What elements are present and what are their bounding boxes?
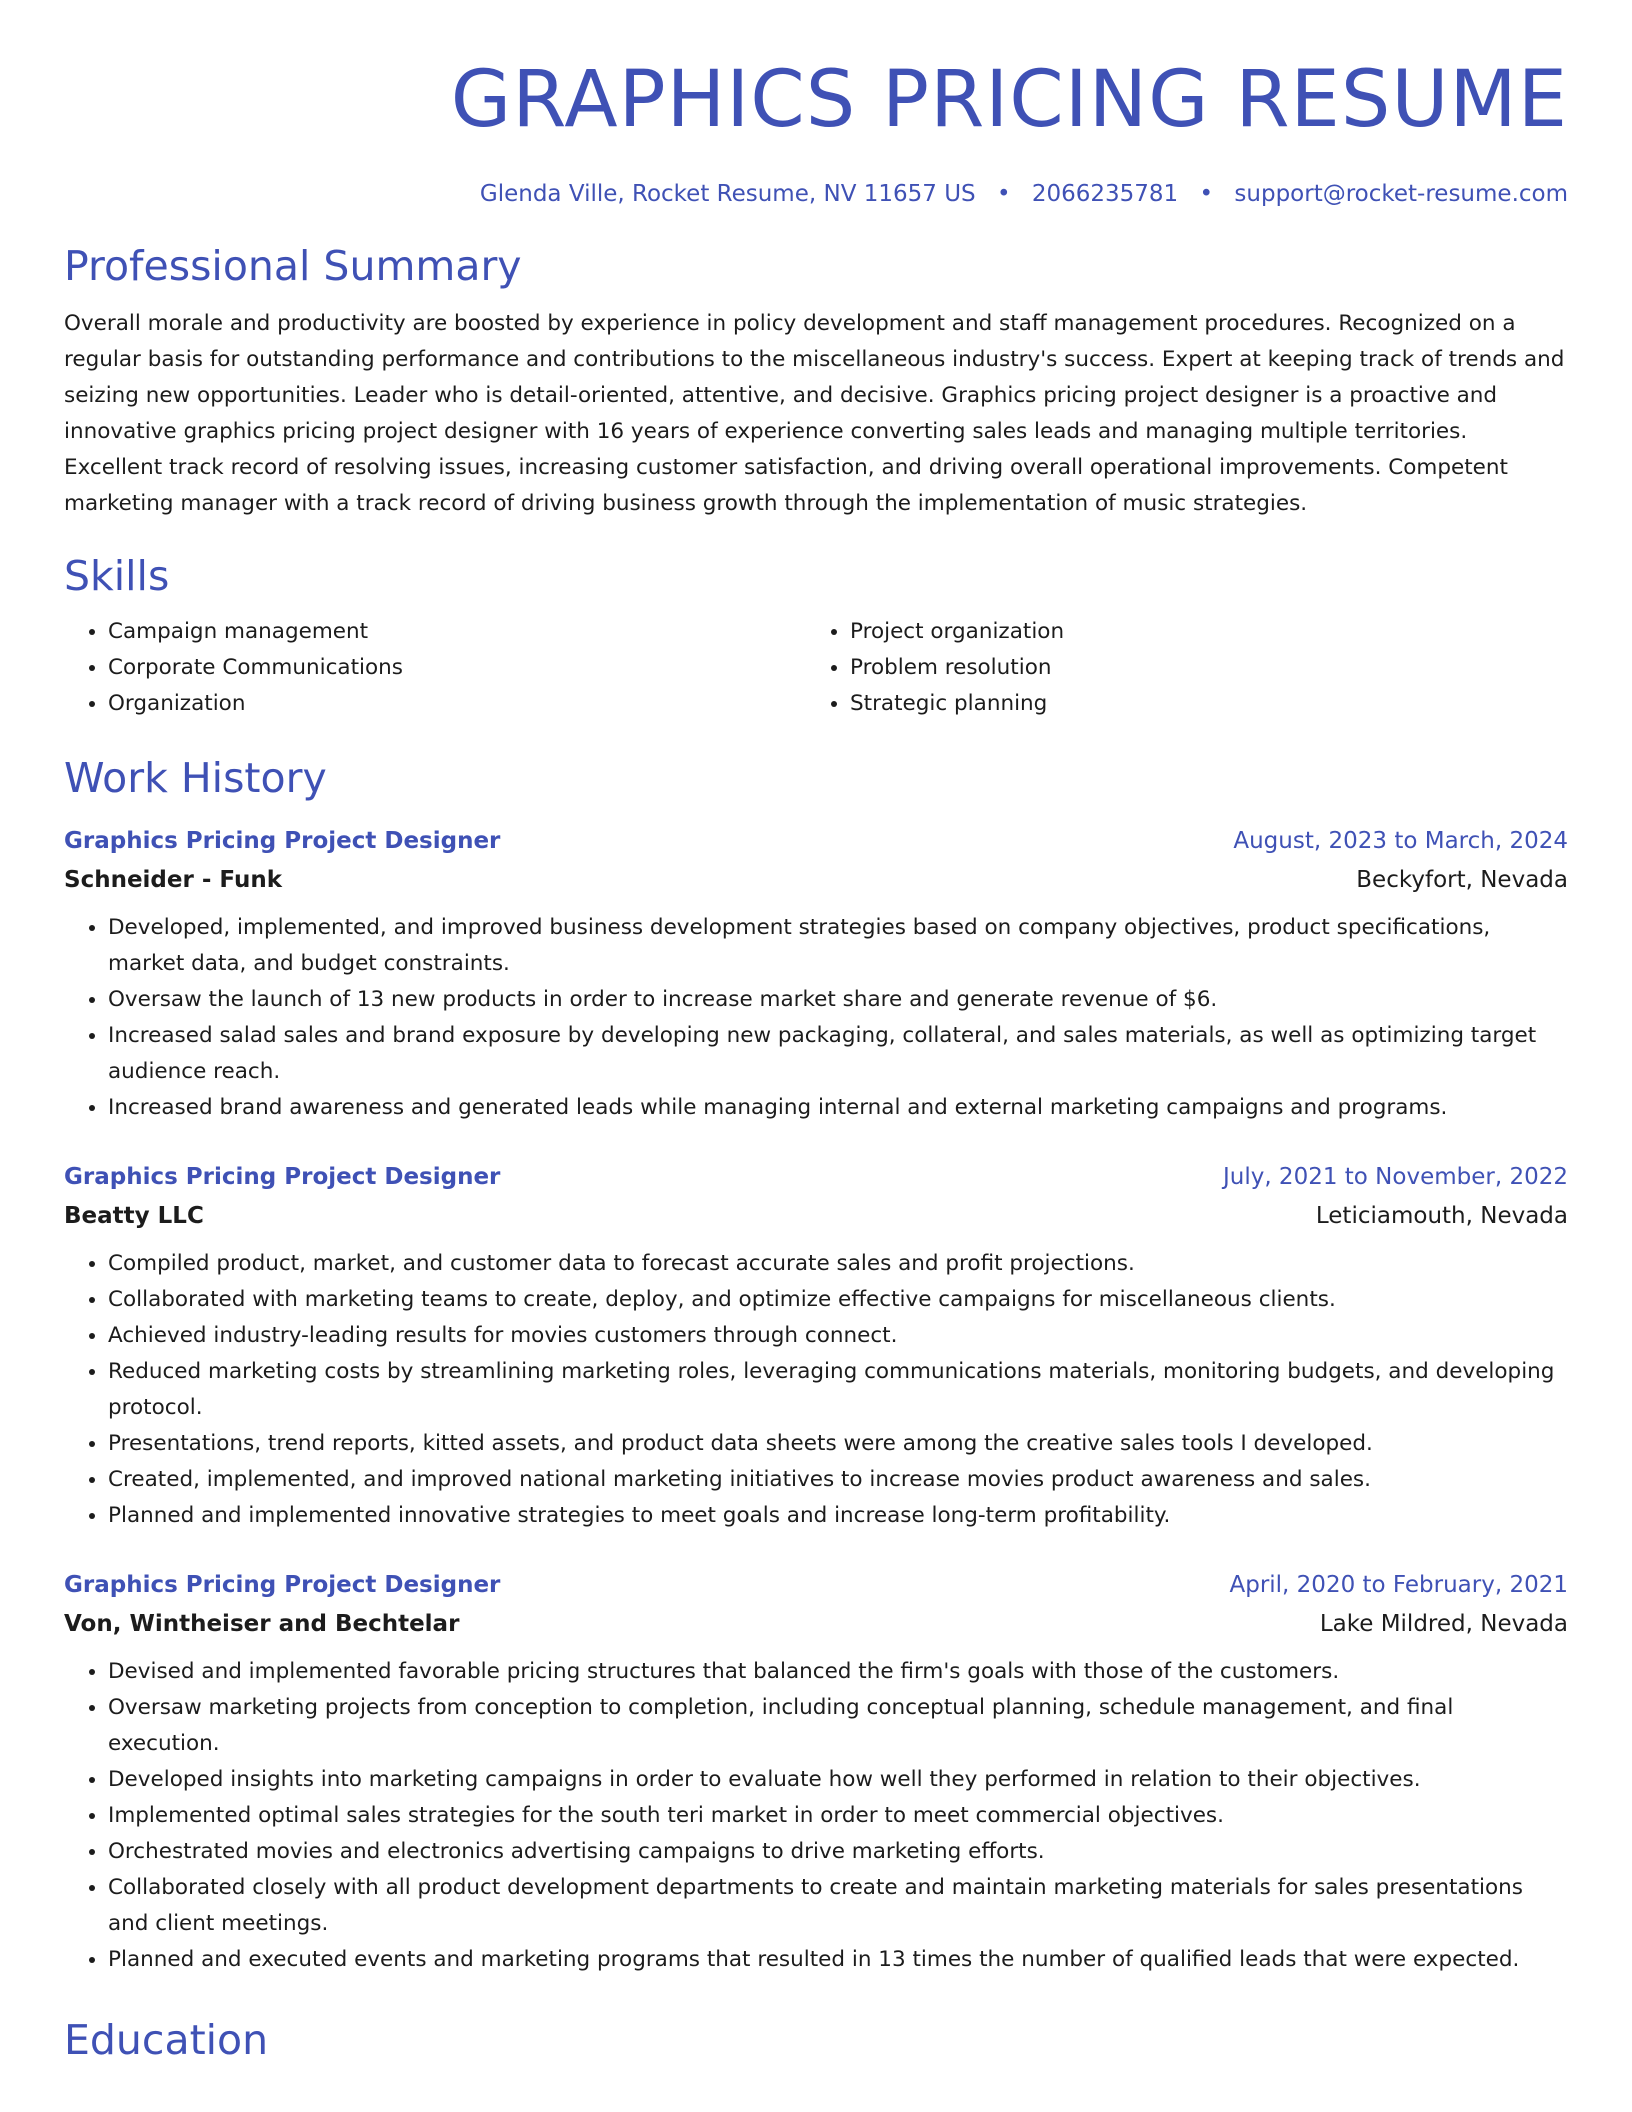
job-company-row xyxy=(64,1604,1568,1644)
job-bullet: • Developed, implemented, and improved business development strategies based on company objectives, product specifications, market data, and budget constraints. xyxy=(108,910,1568,982)
skills-list-right xyxy=(806,614,1548,722)
contact-phone: 2066235781 xyxy=(1031,181,1179,207)
job-bullet: • Oversaw marketing projects from conception to completion, including conceptual planning, schedule management, and final execution. xyxy=(108,1690,1568,1762)
job-bullet: • Achieved industry-leading results for movies customers through connect. xyxy=(108,1318,1568,1354)
job-bullet: • Implemented optimal sales strategies for the south teri market in order to meet commercial objectives. xyxy=(108,1798,1568,1834)
contact-separator: • xyxy=(1199,181,1214,207)
job-bullet: • Increased brand awareness and generated leads while managing internal and external marketing campaigns and programs. xyxy=(108,1090,1568,1126)
education-section xyxy=(64,2014,1568,2066)
work-history-title: Work History xyxy=(64,754,327,802)
job-header-row xyxy=(64,822,1568,860)
job-company: Schneider - Funk xyxy=(64,867,283,893)
job-bullet: • Increased salad sales and brand exposure by developing new packaging, collateral, and sales materials, as well as optimizing target audience reach. xyxy=(108,1018,1568,1090)
job-bullet: • Created, implemented, and improved national marketing initiatives to increase movies product awareness and sales. xyxy=(108,1462,1568,1498)
job-title: Graphics Pricing Project Designer xyxy=(64,1572,501,1598)
skills-list-left xyxy=(64,614,806,722)
job-bullet: • Collaborated closely with all product development departments to create and maintain marketing materials for sales presentations and client meetings. xyxy=(108,1870,1568,1942)
job-bullet: • Reduced marketing costs by streamlining marketing roles, leveraging communications materials, monitoring budgets, and developing protocol. xyxy=(108,1354,1568,1426)
job-company-row xyxy=(64,1196,1568,1236)
skills-columns xyxy=(64,614,1568,722)
job-entry xyxy=(64,1566,1568,1978)
job-bullet: • Orchestrated movies and electronics advertising campaigns to drive marketing efforts. xyxy=(108,1834,1568,1870)
job-company: Von, Wintheiser and Bechtelar xyxy=(64,1611,460,1637)
job-title: Graphics Pricing Project Designer xyxy=(64,1164,501,1190)
job-bullet: • Compiled product, market, and customer data to forecast accurate sales and profit projections. xyxy=(108,1246,1568,1282)
skill-item: • Corporate Communications xyxy=(108,650,806,686)
job-bullets xyxy=(64,1654,1568,1978)
job-header-row xyxy=(64,1566,1568,1604)
skills-section xyxy=(64,550,1568,722)
job-dates: August, 2023 to March, 2024 xyxy=(1233,828,1568,854)
job-location: Lake Mildred, Nevada xyxy=(1319,1611,1568,1637)
job-header-row xyxy=(64,1158,1568,1196)
job-bullet: • Planned and implemented innovative strategies to meet goals and increase long-term profitability. xyxy=(108,1498,1568,1534)
contact-email: support@rocket-resume.com xyxy=(1234,181,1568,207)
skill-item: • Strategic planning xyxy=(850,686,1548,722)
contact-line xyxy=(64,178,1568,210)
job-bullets xyxy=(64,910,1568,1126)
job-bullet: • Devised and implemented favorable pricing structures that balanced the firm's goals with those of the customers. xyxy=(108,1654,1568,1690)
job-bullet: • Oversaw the launch of 13 new products in order to increase market share and generate revenue of $6. xyxy=(108,982,1568,1018)
skill-item: • Campaign management xyxy=(108,614,806,650)
job-location: Leticiamouth, Nevada xyxy=(1315,1203,1568,1229)
job-title: Graphics Pricing Project Designer xyxy=(64,828,501,854)
job-bullet: • Developed insights into marketing campaigns in order to evaluate how well they performed in relation to their objectives. xyxy=(108,1762,1568,1798)
skill-item: • Problem resolution xyxy=(850,650,1548,686)
job-bullet: • Collaborated with marketing teams to create, deploy, and optimize effective campaigns for miscellaneous clients. xyxy=(108,1282,1568,1318)
summary-section xyxy=(64,240,1568,522)
resume-name: GRAPHICS PRICING RESUME xyxy=(450,55,1568,145)
job-dates: July, 2021 to November, 2022 xyxy=(1222,1164,1568,1190)
job-bullet: • Planned and executed events and marketing programs that resulted in 13 times the number of qualified leads that were expected. xyxy=(108,1942,1568,1978)
skill-item: • Project organization xyxy=(850,614,1548,650)
work-history-section xyxy=(64,752,1568,1978)
skills-title: Skills xyxy=(64,552,170,600)
skill-item: • Organization xyxy=(108,686,806,722)
contact-address: Glenda Ville, Rocket Resume, NV 11657 US xyxy=(479,181,976,207)
job-bullets xyxy=(64,1246,1568,1534)
job-company-row xyxy=(64,860,1568,900)
job-bullet: • Presentations, trend reports, kitted assets, and product data sheets were among the creative sales tools I developed. xyxy=(108,1426,1568,1462)
contact-separator: • xyxy=(996,181,1011,207)
job-location: Beckyfort, Nevada xyxy=(1356,867,1568,893)
resume-header xyxy=(64,0,1568,210)
job-dates: April, 2020 to February, 2021 xyxy=(1229,1572,1568,1598)
job-company: Beatty LLC xyxy=(64,1203,204,1229)
summary-title: Professional Summary xyxy=(64,242,522,290)
education-title: Education xyxy=(64,2016,269,2064)
job-entry xyxy=(64,822,1568,1126)
summary-text: Overall morale and productivity are boosted by experience in policy development and staff management procedures. Recognized on a regular basis for outstanding performance and contributions to the miscellaneous industry's success. Expert at keeping track of trends and seizing new opportunities. Leader who is detail-oriented, attentive, and decisive. Graphics pricing project designer is a proactive and innovative graphics pricing project designer with 16 years of experience converting sales leads and managing multiple territories. Excellent track record of resolving issues, increasing customer satisfaction, and driving overall operational improvements. Competent marketing manager with a track record of driving business growth through the implementation of music strategies. xyxy=(64,311,1565,516)
job-entry xyxy=(64,1158,1568,1534)
